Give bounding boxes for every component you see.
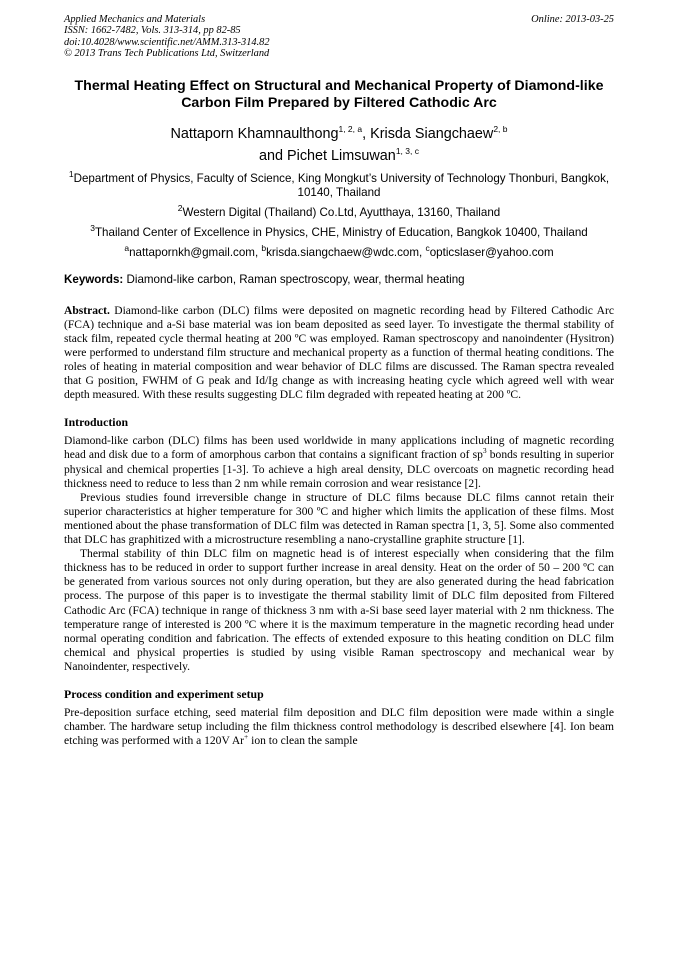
keywords-label: Keywords:: [64, 272, 124, 286]
author-line-1: [64, 123, 614, 145]
journal-name: Applied Mechanics and Materials: [64, 14, 206, 25]
section-heading-introduction: Introduction: [64, 415, 129, 430]
affiliation-superscript: 2: [177, 203, 183, 214]
process-paragraph-1: [64, 706, 614, 748]
keywords: [64, 273, 614, 286]
paragraph-text: ion to clean the sample: [248, 735, 358, 748]
email-superscript: a: [124, 243, 130, 254]
paragraph-text: Pre-deposition surface etching, seed material film deposition and DLC film deposition were made within a single chamber. The hardware setup including the film thickness control methodology is described elsewhere [4]. Ion beam etching was performed with a 120V Ar: [64, 707, 614, 748]
intro-paragraph-2: Previous studies found irreversible change in structure of DLC films because DLC films cannot retain their superior characteristics at higher temperature for 300 ºC and higher which limits the application of these films. Most mentioned about the phase transformation of DLC film was detected in Raman spectra [1, 3, 5]. Some also commented that DLC has graphitized with a microstructure resembling a nano-crystalline graphite structure [1].: [64, 491, 614, 547]
journal-header: [64, 14, 614, 60]
online-date: Online: 2013-03-25: [531, 14, 614, 25]
intro-paragraph-1: [64, 434, 614, 490]
affiliation-text: Department of Physics, Faculty of Science, King Mongkut’s University of Technology Thonburi, Bangkok, 10140, Thailand: [73, 171, 610, 200]
author-list: [64, 123, 614, 167]
affiliations: [64, 168, 614, 261]
author-superscript: 2, b: [493, 123, 508, 134]
superscript: +: [244, 732, 249, 742]
affiliation-superscript: 3: [90, 223, 95, 234]
email-link[interactable]: nattapornkh@gmail.com,: [129, 246, 262, 260]
author-name: Nattaporn Khamnaulthong: [170, 125, 339, 142]
affiliation-superscript: 1: [68, 168, 74, 179]
issn-line: ISSN: 1662-7482, Vols. 313-314, pp 82-85: [64, 25, 241, 37]
author-name: , Krisda Siangchaew: [362, 125, 494, 142]
keywords-text: Diamond-like carbon, Raman spectroscopy, wear, thermal heating: [123, 272, 465, 286]
paper-body: [64, 304, 614, 749]
email-line: [64, 243, 614, 261]
author-name: and Pichet Limsuwan: [259, 147, 396, 164]
author-superscript: 1, 3, c: [395, 145, 419, 156]
abstract-label: Abstract.: [64, 304, 110, 317]
paragraph-text: bonds resulting in superior physical and chemical properties [1-3]. To achieve a high areal density, DLC overcoats on magnetic recording head thickness need to reduce to less than 2 nm while remain corrosion and wear resistance [2].: [64, 449, 614, 490]
author-superscript: 1, 2, a: [338, 123, 363, 134]
affiliation-text: Western Digital (Thailand) Co.Ltd, Ayutthaya, 13160, Thailand: [182, 206, 501, 220]
doi-line: doi:10.4028/www.scientific.net/AMM.313-314.82: [64, 36, 270, 48]
affiliation-2: [64, 203, 614, 221]
affiliation-3: [64, 223, 614, 241]
abstract-text: Diamond-like carbon (DLC) films were deposited on magnetic recording head by Filtered Cathodic Arc (FCA) technique and a-Si base material was ion beam deposited as seed layer. To investigate the thermal stability of stack film, repeated cycle thermal heating at 200 ºC was employed. Raman spectroscopy and nanoindenter (Hysitron) were performed to understand film structure and mechanical property as a function of thermal heating conditions. The roles of heating in material composition and wear behavior of DLC films are discussed. The Raman spectra revealed that G position, FWHM of G peak and Id/Ig change as with increasing heating cycle which agreed well with wear depth measured. With these results suggesting DLC film degraded with repeated heating at 200 ºC.: [64, 304, 614, 402]
affiliation-1: [64, 168, 614, 201]
abstract-paragraph: [64, 304, 614, 403]
affiliation-text: Thailand Center of Excellence in Physics, CHE, Ministry of Education, Bangkok 10400, Thailand: [94, 226, 588, 240]
paragraph-text: Diamond-like carbon (DLC) films has been used worldwide in many applications including of magnetic recording head and disk due to a form of amorphous carbon that contains a significant fraction of sp: [64, 435, 614, 462]
paper-title: Thermal Heating Effect on Structural and Mechanical Property of Diamond-like Carbon Film Prepared by Filtered Cathodic Arc: [74, 77, 604, 112]
email-superscript: c: [425, 243, 430, 254]
section-heading-process: Process condition and experiment setup: [64, 686, 264, 701]
author-line-2: [64, 145, 614, 167]
email-link[interactable]: opticslaser@yahoo.com: [429, 246, 554, 260]
email-link[interactable]: krisda.siangchaew@wdc.com,: [266, 246, 426, 260]
intro-paragraph-3: Thermal stability of thin DLC film on magnetic head is of interest especially when considering that the film thickness has to be reduced in order to support further increase in areal density. Heat on the order of 50 – 200 ºC can be generated from various sources not only during operation, but they are also generated during the head fabrication process. The purpose of this paper is to investigate the thermal stability limit of DLC film deposited from Filtered Cathodic Arc (FCA) technique in range of thickness 3 nm with a-Si base seed layer material with 2 nm thickness. The temperature range of interested is 200 ºC where it is the maximum temperature in the magnetic recording head under normal operating condition and fabrication. The effects of extended exposure to this heating condition on DLC film chemical and physical properties is studied by using visible Raman spectroscopy and mechanical wear by Nanoindenter, respectively.: [64, 548, 614, 673]
email-superscript: b: [261, 243, 267, 254]
superscript: 3: [482, 446, 487, 456]
copyright-line: © 2013 Trans Tech Publications Ltd, Switzerland: [64, 48, 270, 60]
